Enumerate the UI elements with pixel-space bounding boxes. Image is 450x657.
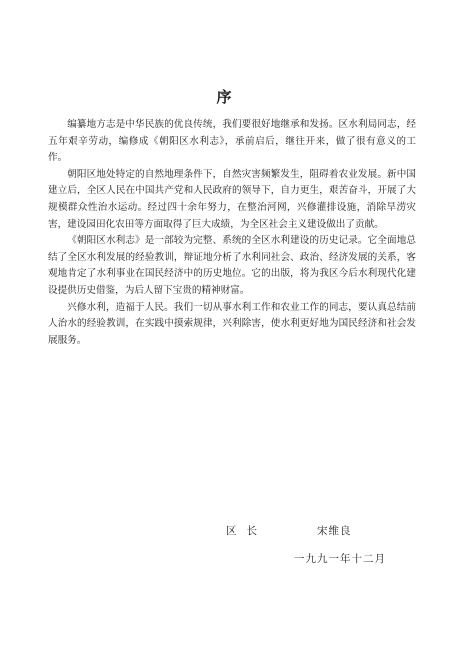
page-title: 序 [216,88,234,106]
paragraph-3: 《朝阳区水利志》是一部较为完整、系统的全区水利建设的历史记录。它全面地总结了全区水利发展的经验教训，辩证地分析了水利同社会、政治、经济发展的关系，客观地肯定了水利事业在国民经济中的历史地位。它的出版，将为我区今后水利现代化建设提供历史借鉴，为后人留下宝贵的精神财富。 [48,235,416,296]
paragraph-2: 朝阳区地处特定的自然地理条件下，自然灾害频繁发生，阻碍着农业发展。新中国建立后，全区人民在中国共产党和人民政府的领导下，自力更生，艰苦奋斗，开展了大规模群众性治水运动。经过四十余年努力，在整治河网，兴修灌排设施，消除旱涝灾害，建设园田化农田等方面取得了巨大成绩，为全区社会主义建设做出了贡献。 [48,168,416,230]
paragraph-1: 编纂地方志是中华民族的优良传统，我们要很好地继承和发扬。区水利局同志，经五年艰辛劳动，编修成《朝阳区水利志》，承前启后，继往开来，做了很有意义的工作。 [48,119,416,164]
preface-body [48,117,416,349]
paragraph-4: 兴修水利，造福于人民。我们一切从事水利工作和农业工作的同志，要认真总结前人治水的经验教训，在实践中摸索规律，兴利除害，使水利更好地为国民经济和社会发展服务。 [48,301,416,346]
signatory-title: 区长 [226,525,267,537]
signatory-name: 宋维良 [317,525,352,537]
signature-date: 一九九一年十二月 [294,553,386,565]
